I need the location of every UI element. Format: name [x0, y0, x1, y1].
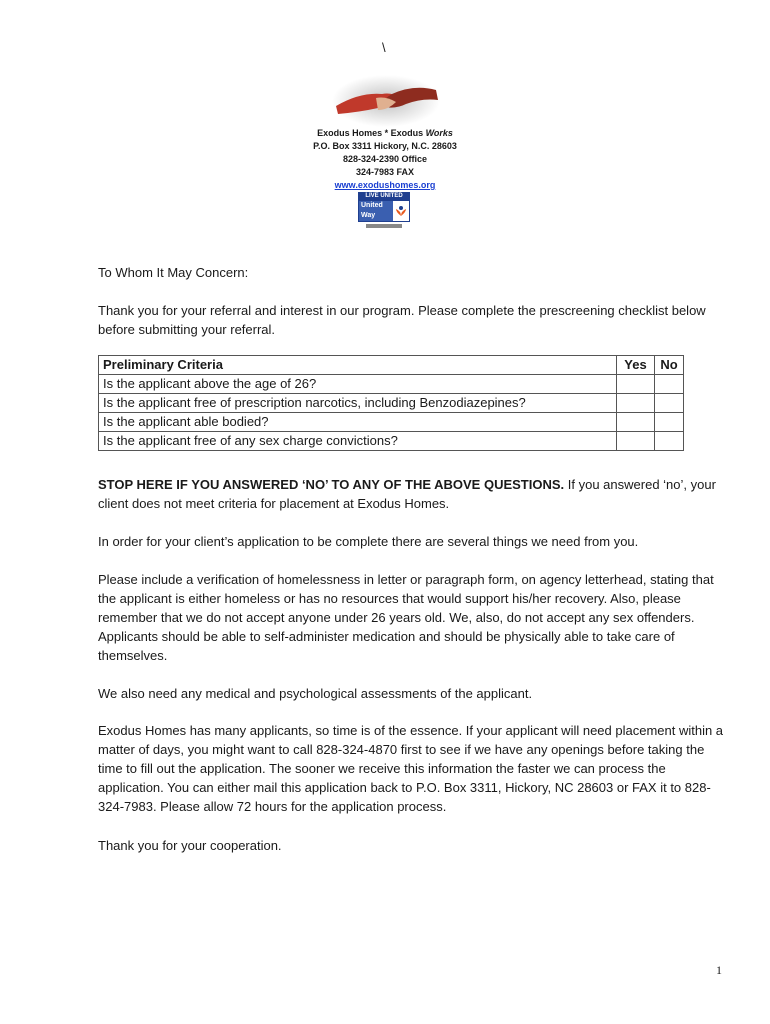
- org-name: Exodus Homes * Exodus: [317, 128, 426, 138]
- table-row: [99, 375, 684, 394]
- stop-warning: STOP HERE IF YOU ANSWERED ‘NO’ TO ANY OF THE ABOVE QUESTIONS.: [98, 477, 565, 492]
- criteria-question: Is the applicant free of prescription narcotics, including Benzodiazepines?: [99, 394, 617, 413]
- intro-paragraph: Thank you for your referral and interest in our program. Please complete the prescreening checklist below before submitting your referral.: [98, 303, 706, 337]
- uw-united: United: [361, 202, 383, 209]
- united-way-logo-icon: [358, 192, 410, 228]
- yes-checkbox-cell[interactable]: [617, 413, 655, 432]
- salutation: To Whom It May Concern:: [98, 265, 249, 280]
- header-no: No: [655, 356, 684, 375]
- criteria-question: Is the applicant able bodied?: [99, 413, 617, 432]
- yes-checkbox-cell[interactable]: [617, 432, 655, 451]
- org-name-works: Works: [425, 128, 453, 138]
- criteria-question: Is the applicant above the age of 26?: [99, 375, 617, 394]
- closing: Thank you for your cooperation.: [98, 838, 282, 853]
- no-checkbox-cell[interactable]: [655, 375, 684, 394]
- org-website-line: [250, 179, 520, 192]
- verification-paragraph: Please include a verification of homelessness in letter or paragraph form, on agency letterhead, stating that the applicant is either homeless or has no resources that would support his/her recovery. Also, please remember that we do not accept anyone under 26 years old. We, also, do not accept any sex offenders. Applicants should be able to self-administer medication and should be physically able to take care of themselves.: [98, 572, 714, 663]
- no-checkbox-cell[interactable]: [655, 413, 684, 432]
- org-website-link[interactable]: www.exodushomes.org: [334, 180, 436, 190]
- uw-wordmark: [359, 201, 393, 221]
- medical-paragraph: We also need any medical and psychological assessments of the applicant.: [98, 686, 533, 701]
- yes-checkbox-cell[interactable]: [617, 375, 655, 394]
- org-fax: 324-7983 FAX: [355, 167, 415, 177]
- criteria-question: Is the applicant free of any sex charge convictions?: [99, 432, 617, 451]
- order-paragraph: In order for your client’s application to be complete there are several things we need from you.: [98, 534, 639, 549]
- org-office-phone: 828-324-2390 Office: [342, 154, 428, 164]
- header-yes: Yes: [617, 356, 655, 375]
- table-row: [99, 432, 684, 451]
- uw-way: Way: [361, 212, 376, 219]
- table-row: [99, 394, 684, 413]
- handshake-logo-icon: [330, 72, 442, 130]
- no-checkbox-cell[interactable]: [655, 394, 684, 413]
- uw-symbol-icon: [393, 201, 409, 221]
- page-number: 1: [716, 963, 722, 977]
- time-paragraph: Exodus Homes has many applicants, so time is of the essence. If your applicant will need placement within a matter of days, you might want to call 828-324-4870 first to see if we have any openings before taking the time to fill out the application. The sooner we receive this information the faster we can process the application. You can either mail this application back to P.O. Box 3311, Hickory, NC 28603 or FAX it to 828-324-7983. Please allow 72 hours for the application process.: [98, 723, 724, 814]
- table-row: [99, 413, 684, 432]
- criteria-table: [98, 355, 684, 451]
- no-checkbox-cell[interactable]: [655, 432, 684, 451]
- table-header-row: [99, 356, 684, 375]
- stop-explanation: If you answered ‘no’, your client does not meet criteria for placement at Exodus Homes.: [98, 477, 716, 511]
- stop-paragraph: [98, 475, 728, 513]
- uw-tagline-bar: [366, 224, 402, 228]
- header-criteria: Preliminary Criteria: [99, 356, 617, 375]
- org-address: P.O. Box 3311 Hickory, N.C. 28603: [313, 141, 457, 151]
- uw-live-united: LIVE UNITED: [358, 192, 410, 200]
- org-name-line: [250, 127, 520, 140]
- header-backslash: \: [382, 40, 386, 55]
- yes-checkbox-cell[interactable]: [617, 394, 655, 413]
